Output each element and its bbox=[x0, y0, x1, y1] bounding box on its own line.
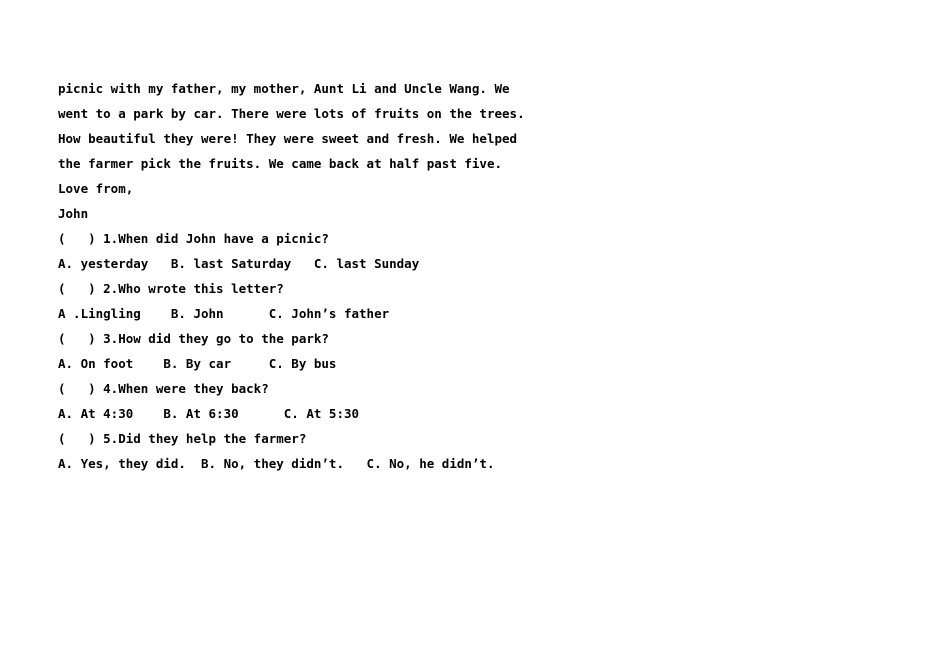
question-3: ( ) 3.How did they go to the park? bbox=[58, 331, 329, 346]
letter-closing: Love from, bbox=[58, 181, 134, 196]
letter-signature: John bbox=[58, 206, 89, 221]
question-2-options: A .Lingling B. John C. John’s father bbox=[58, 306, 390, 321]
question-2: ( ) 2.Who wrote this letter? bbox=[58, 281, 284, 296]
passage-line-2: went to a park by car. There were lots of fruits on the trees. bbox=[58, 106, 525, 121]
passage-line-3: How beautiful they were! They were sweet and fresh. We helped bbox=[58, 131, 518, 146]
passage-line-4: the farmer pick the fruits. We came back at half past five. bbox=[58, 156, 503, 171]
question-1-options: A. yesterday B. last Saturday C. last Sunday bbox=[58, 256, 420, 271]
question-3-options: A. On foot B. By car C. By bus bbox=[58, 356, 337, 371]
reading-exercise bbox=[58, 76, 918, 476]
question-1: ( ) 1.When did John have a picnic? bbox=[58, 231, 329, 246]
passage-line-1: picnic with my father, my mother, Aunt Li and Uncle Wang. We bbox=[58, 81, 510, 96]
question-4-options: A. At 4:30 B. At 6:30 C. At 5:30 bbox=[58, 406, 360, 421]
question-5-options: A. Yes, they did. B. No, they didn’t. C. No, he didn’t. bbox=[58, 456, 495, 471]
question-4: ( ) 4.When were they back? bbox=[58, 381, 269, 396]
question-5: ( ) 5.Did they help the farmer? bbox=[58, 431, 307, 446]
